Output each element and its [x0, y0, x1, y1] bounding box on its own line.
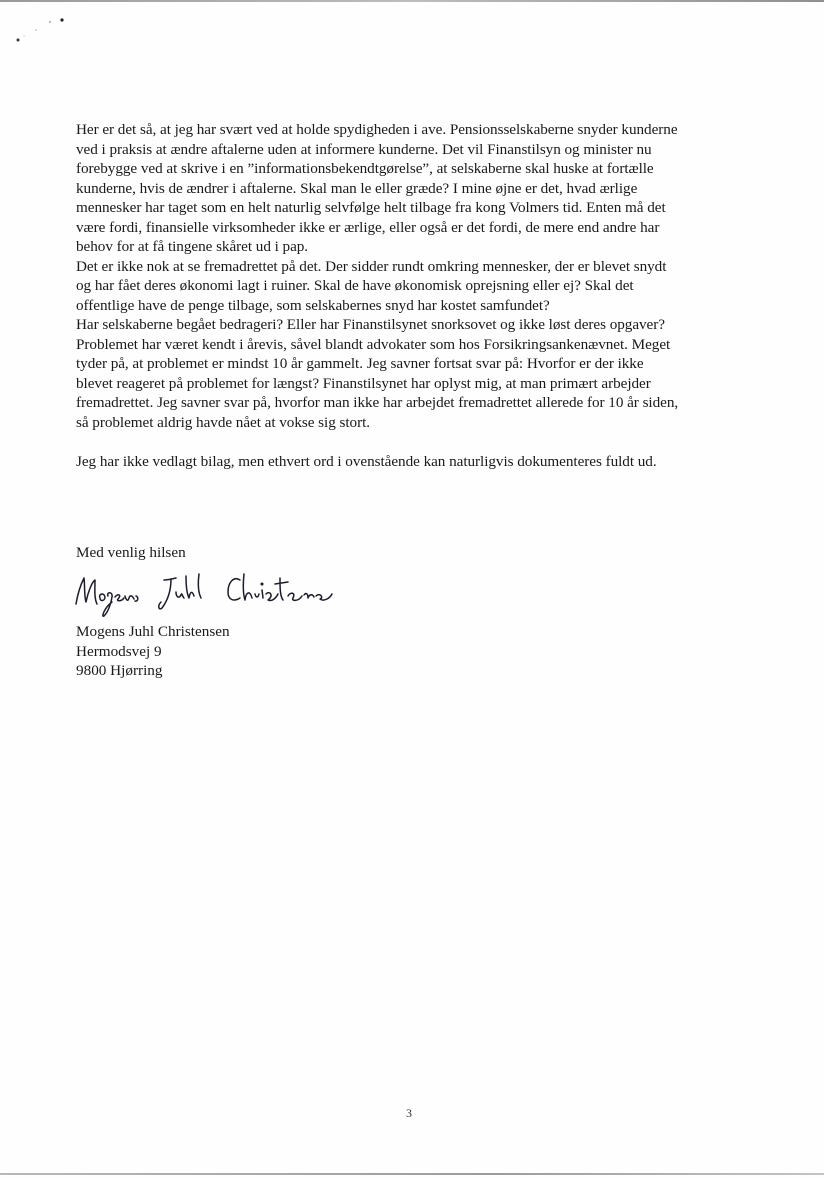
- text-line: ved i praksis at ændre aftalerne uden at informere kunderne. Det vil Finanstilsyn og minister nu: [76, 140, 652, 158]
- text-line: Det er ikke nok at se fremadrettet på det. Der sidder rundt omkring mennesker, der er blevet snydt: [76, 257, 667, 275]
- scan-specks: [10, 10, 80, 50]
- scan-edge-top: [0, 0, 824, 2]
- sender-street: Hermodsvej 9: [76, 642, 162, 660]
- letter-body: [76, 120, 756, 471]
- text-line: Her er det så, at jeg har svært ved at holde spydigheden i ave. Pensionsselskaberne snyder kunderne: [76, 121, 678, 138]
- text-line: så problemet aldrig havde nået at vokse sig stort.: [76, 413, 370, 431]
- text-line: og har fået deres økonomi lagt i ruiner. Skal de have økonomisk oprejsning eller ej? Skal det: [76, 277, 634, 294]
- scan-edge-bottom: [0, 1173, 824, 1175]
- text-line: Har selskaberne begået bedrageri? Eller har Finanstilsynet snorksovet og ikke løst deres opgaver?: [76, 316, 665, 333]
- paragraph-gap: [76, 432, 756, 452]
- sender-city: 9800 Hjørring: [76, 662, 163, 679]
- text-line: behov for at få tingene skåret ud i pap.: [76, 238, 309, 255]
- text-line: offentlige have de penge tilbage, som selskabernes snyd har kostet samfundet?: [76, 296, 550, 314]
- text-line: forebygge ved at skrive i en ”informationsbekendtgørelse”, at selskaberne skal huske at fortælle: [76, 160, 654, 177]
- text-line: blevet reageret på problemet for længst? Finanstilsynet har oplyst mig, at man primært arbejder: [76, 374, 651, 392]
- text-line: Problemet har været kendt i årevis, såvel blandt advokater som hos Forsikringsankenævnet. Meget: [76, 335, 671, 353]
- text-line: Jeg har ikke vedlagt bilag, men ethvert ord i ovenstående kan naturligvis dokumenteres fuldt ud.: [76, 452, 657, 470]
- sender-address: [76, 622, 230, 681]
- text-line: være fordi, finansielle virksomheder ikke er ærlige, eller også er det fordi, de mere end andre har: [76, 218, 660, 236]
- text-line: kunderne, hvis de ændrer i aftalerne. Skal man le eller græde? I mine øjne er det, hvad ærlige: [76, 179, 638, 197]
- paragraph-1: [76, 120, 756, 257]
- paragraph-4: [76, 452, 756, 472]
- text-line: mennesker har taget som en helt naturlig selvfølge helt tilbage fra kong Volmers tid. Enten må det: [76, 199, 666, 216]
- handwritten-signature: [68, 568, 368, 628]
- paragraph-3: [76, 315, 756, 432]
- text-line: tyder på, at problemet er mindst 10 år gammelt. Jeg savner fortsat svar på: Hvorfor er der ikke: [76, 355, 644, 372]
- text-line: fremadrettet. Jeg savner svar på, hvorfor man ikke har arbejdet fremadrettet allerede for 10 år siden,: [76, 394, 679, 411]
- closing-salutation: Med venlig hilsen: [76, 544, 186, 561]
- sender-name: Mogens Juhl Christensen: [76, 623, 230, 640]
- paragraph-2: [76, 257, 756, 316]
- page-number: 3: [406, 1106, 412, 1120]
